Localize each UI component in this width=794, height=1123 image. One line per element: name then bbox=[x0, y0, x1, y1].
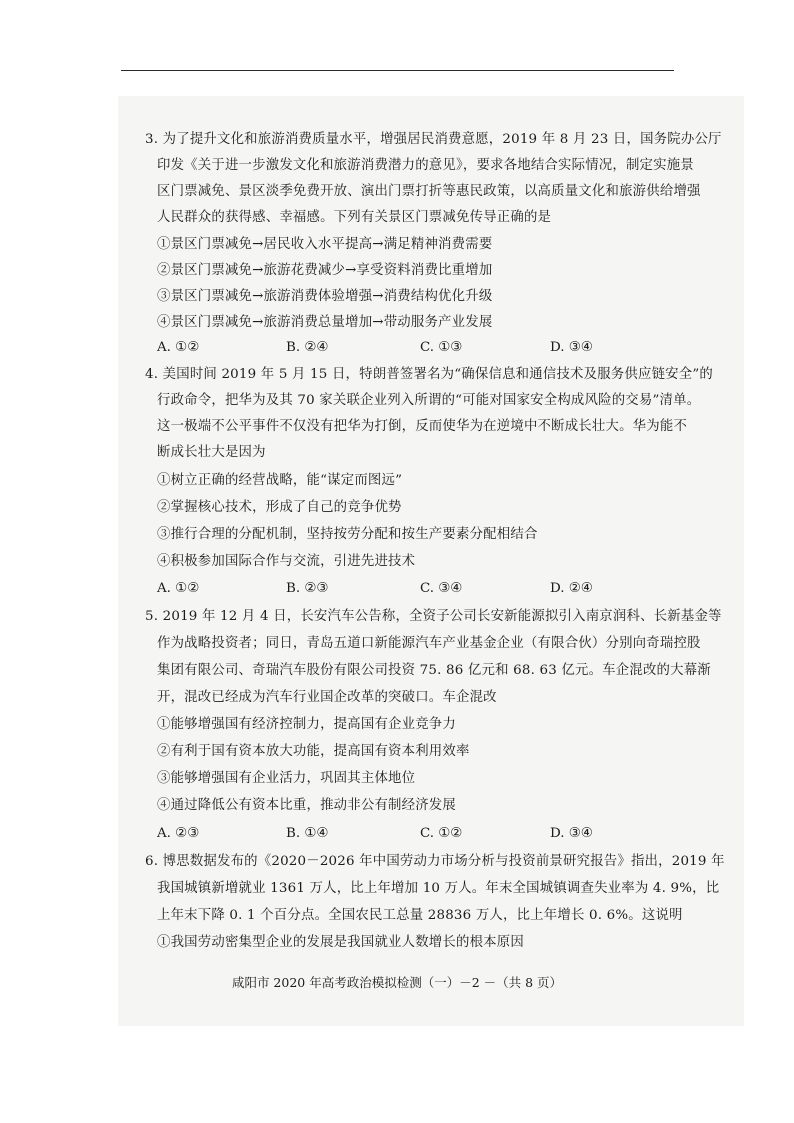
question-stem-line: 作为战略投资者；同日，青岛五道口新能源汽车产业基金企业（有限合伙）分别向奇瑞控股 bbox=[157, 636, 701, 651]
statement-item: ④积极参加国际合作与交流，引进先进技术 bbox=[157, 554, 416, 569]
question-stem-line: 3. 为了提升文化和旅游消费质量水平，增强居民消费意愿，2019 年 8 月 23 日，国务院办公厅 bbox=[145, 132, 722, 147]
statement-item: ①能够增强国有经济控制力，提高国有企业竞争力 bbox=[157, 717, 456, 732]
answer-option-b: B. ②③ bbox=[286, 581, 329, 596]
question-stem-line: 这一极端不公平事件不仅没有把华为打倒，反而使华为在逆境中不断成长壮大。华为能不 bbox=[157, 419, 688, 434]
statement-item: ③推行合理的分配机制，坚持按劳分配和按生产要素分配相结合 bbox=[157, 527, 538, 542]
answer-option-a: A. ①② bbox=[157, 581, 200, 596]
answer-option-a: A. ②③ bbox=[157, 826, 200, 841]
answer-option-b: B. ①④ bbox=[286, 826, 329, 841]
question-stem-line: 集团有限公司、奇瑞汽车股份有限公司投资 75. 86 亿元和 68. 63 亿元。车企混改的大幕渐 bbox=[157, 663, 711, 678]
answer-option-d: D. ③④ bbox=[550, 826, 593, 841]
statement-item: ④景区门票减免→旅游消费总量增加→带动服务产业发展 bbox=[157, 315, 493, 330]
question-stem-line: 5. 2019 年 12 月 4 日，长安汽车公告称，全资子公司长安新能源拟引入南京润科、长新基金等 bbox=[145, 609, 722, 624]
question-stem-line: 行政命令，把华为及其 70 家关联企业列入所谓的“可能对国家安全构成风险的交易”清单。 bbox=[157, 393, 701, 408]
question-stem-line: 上年末下降 0. 1 个百分点。全国农民工总量 28836 万人，比上年增长 0. 6%。这说明 bbox=[157, 908, 683, 923]
statement-item: ①景区门票减免→居民收入水平提高→满足精神消费需要 bbox=[157, 237, 493, 252]
statement-item: ①我国劳动密集型企业的发展是我国就业人数增长的根本原因 bbox=[157, 935, 524, 950]
question-stem-line: 区门票减免、景区淡季免费开放、演出门票打折等惠民政策，以高质量文化和旅游供给增强 bbox=[157, 184, 701, 199]
top-rule bbox=[121, 70, 674, 71]
question-stem-line: 断成长壮大是因为 bbox=[157, 445, 266, 460]
statement-item: ②景区门票减免→旅游花费减少→享受资料消费比重增加 bbox=[157, 263, 493, 278]
statement-item: ④通过降低公有资本比重，推动非公有制经济发展 bbox=[157, 798, 456, 813]
statement-item: ②有利于国有资本放大功能，提高国有资本利用效率 bbox=[157, 744, 470, 759]
question-stem-line: 开，混改已经成为汽车行业国企改革的突破口。车企混改 bbox=[157, 690, 497, 705]
answer-option-d: D. ②④ bbox=[550, 581, 593, 596]
answer-option-c: C. ①③ bbox=[420, 340, 463, 355]
question-stem-line: 人民群众的获得感、幸福感。下列有关景区门票减免传导正确的是 bbox=[157, 210, 552, 225]
answer-option-b: B. ②④ bbox=[286, 340, 329, 355]
question-stem-line: 印发《关于进一步激发文化和旅游消费潜力的意见》，要求各地结合实际情况，制定实施景 bbox=[157, 158, 694, 173]
answer-option-c: C. ①② bbox=[420, 826, 463, 841]
question-stem-line: 4. 美国时间 2019 年 5 月 15 日，特朗普签署名为“确保信息和通信技术及服务供应链安全”的 bbox=[145, 367, 713, 382]
statement-item: ①树立正确的经营战略，能“谋定而图远” bbox=[157, 473, 403, 488]
question-stem-line: 我国城镇新增就业 1361 万人，比上年增加 10 万人。年末全国城镇调查失业率为 4. 9%，比 bbox=[157, 881, 720, 896]
page-footer: 咸阳市 2020 年高考政治模拟检测（一）－2 －（共 8 页） bbox=[231, 975, 563, 990]
statement-item: ②掌握核心技术，形成了自己的竞争优势 bbox=[157, 500, 402, 515]
statement-item: ③景区门票减免→旅游消费体验增强→消费结构优化升级 bbox=[157, 289, 493, 304]
answer-option-a: A. ①② bbox=[157, 340, 200, 355]
answer-option-d: D. ③④ bbox=[550, 340, 593, 355]
statement-item: ③能够增强国有企业活力，巩固其主体地位 bbox=[157, 771, 416, 786]
question-stem-line: 6. 博思数据发布的《2020－2026 年中国劳动力市场分析与投资前景研究报告》指出，2019 年 bbox=[145, 854, 725, 869]
answer-option-c: C. ③④ bbox=[420, 581, 463, 596]
